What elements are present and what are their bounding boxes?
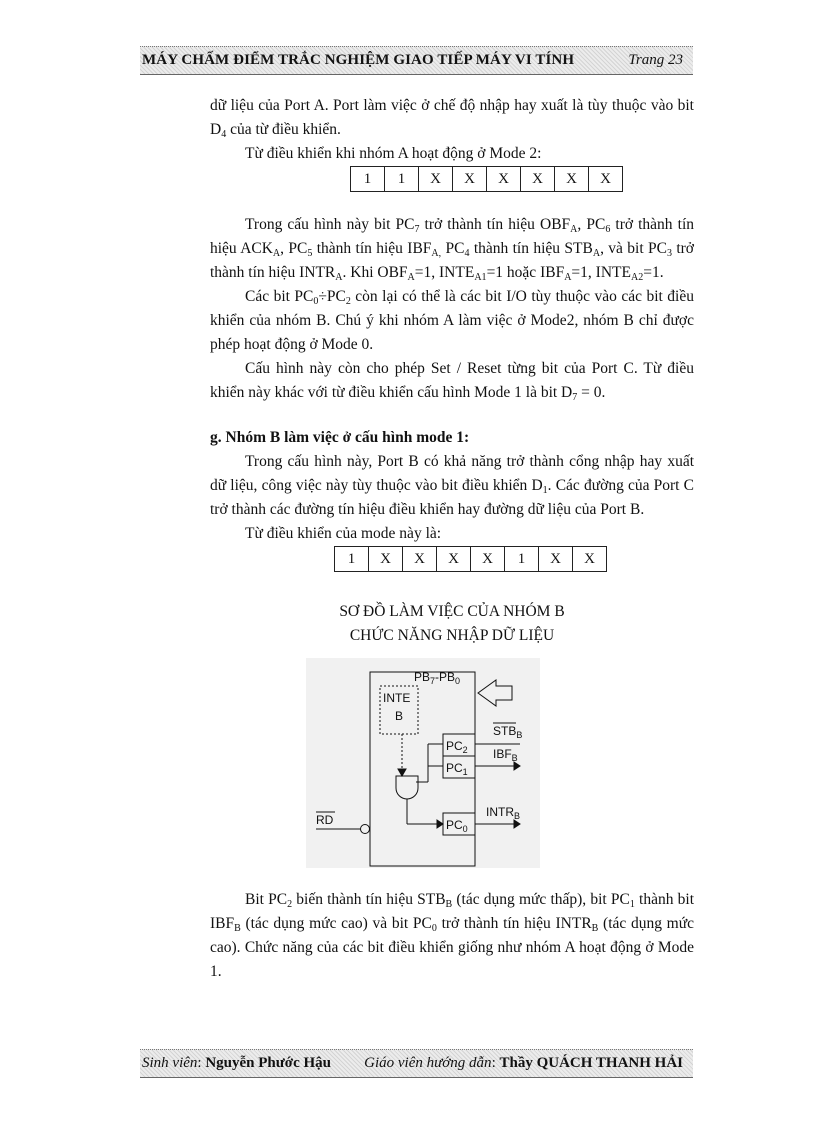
bit-cell: X — [555, 167, 589, 192]
paragraph-set-reset: Cấu hình này còn cho phép Set / Reset từng bit của Port C. Từ điều khiển này khác với từ điều khiển cấu hình Mode 1 là bit $D_7 = 0$. — [210, 360, 694, 403]
bit-cell: X — [369, 547, 403, 572]
bit-cell: X — [419, 167, 453, 192]
bit-cell: X — [437, 547, 471, 572]
bit-cell: X — [521, 167, 555, 192]
paragraph-port-a: dữ liệu của Port A. Port làm việc ở chế độ nhập hay xuất là tùy thuộc vào bit $D_4$ của từ điều khiển. — [210, 97, 694, 140]
bit-cell: X — [487, 167, 521, 192]
footer-advisor: Giáo viên hướng dẫn: Thầy QUÁCH THANH HẢI — [364, 1055, 683, 1071]
bit-cell: 1 — [505, 547, 539, 572]
intr-arrow-icon — [514, 820, 520, 828]
diagram-caption-line2: CHỨC NĂNG NHẬP DỮ LIỆU — [349, 627, 555, 644]
control-word-table-b — [334, 546, 607, 572]
arrow-down-icon — [398, 769, 406, 776]
bit-cell: X — [471, 547, 505, 572]
pc0-arrow-icon — [437, 820, 443, 828]
ibf-label: $IBF_B$ — [493, 747, 518, 763]
page-body — [210, 94, 694, 984]
port-b-label: $PB_7-PB_0$ — [414, 670, 461, 686]
page-header — [140, 46, 693, 75]
pc2-label: $PC_2$ — [446, 739, 468, 755]
footer-student: Sinh viên: Nguyễn Phước Hậu — [142, 1055, 331, 1071]
paragraph-pc-bits: Bit $PC_2$ biến thành tín hiệu $STB_B$ (tác dụng mức thấp), bit $PC_1$ thành bit $IBF_B$ (tác dụng mức cao) và bit $PC_0$ trở thành tín hiệu $INTR_B$ (tác dụng mức cao). Chức năng của các bit điều khiển giống như nhóm A hoạt động ở Mode 1. — [210, 891, 694, 980]
paragraph-mode2-intro: Từ điều khiển khi nhóm A hoạt động ở Mode 2: — [245, 145, 542, 162]
and-gate-icon — [396, 776, 418, 799]
ibf-arrow-icon — [514, 762, 520, 770]
section-heading: g. Nhóm B làm việc ở cấu hình mode 1: — [210, 429, 470, 446]
paragraph-mode1-intro: Từ điều khiển của mode này là: — [245, 525, 442, 542]
bit-cell: 1 — [335, 547, 369, 572]
bit-cell: 1 — [385, 167, 419, 192]
group-b-diagram — [306, 658, 540, 868]
paragraph-group-b: Trong cấu hình này, Port B có khả năng trở thành cổng nhập hay xuất dữ liệu, công việc này tùy thuộc vào bit điều khiển $D_1$. Các đường của Port C trở thành các đường tín hiệu điều khiển hay đường dữ liệu của Port B. — [210, 453, 694, 518]
stb-label: $STB_B$ — [493, 724, 523, 740]
bit-cell: 1 — [351, 167, 385, 192]
bit-cell: X — [589, 167, 623, 192]
inte-label: INTE — [383, 691, 411, 705]
pc1-label: $PC_1$ — [446, 761, 468, 777]
pc0-label: $PC_0$ — [446, 818, 468, 834]
header-title: MÁY CHẤM ĐIỂM TRẮC NGHIỆM GIAO TIẾP MÁY VI TÍNH — [142, 52, 575, 68]
rd-label: RD — [316, 813, 334, 827]
inte-b-label: B — [395, 709, 404, 723]
paragraph-remaining-bits: Các bit $PC_0\div PC_2$ còn lại có thể là các bit I/O tùy thuộc vào các bit điều khiển của nhóm B. Chú ý khi nhóm A làm việc ở Mode2, nhóm B chỉ được phép hoạt động ở Mode 0. — [210, 288, 694, 353]
paragraph-config-a: Trong cấu hình này bit $PC_7$ trở thành tín hiệu $OBF_A$, $PC_6$ trở thành tín hiệu $ACK_A$, $PC_5$ thành tín hiệu $IBF_{A,}$ $PC_4$ thành tín hiệu $STB_A$, và bit $PC_3$ trở thành tín hiệu $INTR_A$. Khi $OBF_A=1$, $INTE_{A1}=1$ hoặc $IBF_A=1$, $INTE_{A2}=1$. — [210, 216, 694, 283]
bit-cell: X — [539, 547, 573, 572]
bit-cell: X — [573, 547, 607, 572]
bit-cell: X — [403, 547, 437, 572]
diagram-caption-line1: SƠ ĐỒ LÀM VIỆC CỦA NHÓM B — [339, 603, 565, 620]
page-number: Trang 23 — [628, 52, 683, 68]
diagram-svg — [306, 658, 540, 868]
page-footer — [140, 1049, 693, 1078]
intr-label: $INTR_B$ — [486, 805, 521, 821]
input-arrow-icon — [478, 680, 512, 706]
rd-inverter-icon — [361, 825, 370, 834]
bit-cell: X — [453, 167, 487, 192]
control-word-table-a — [350, 166, 623, 192]
